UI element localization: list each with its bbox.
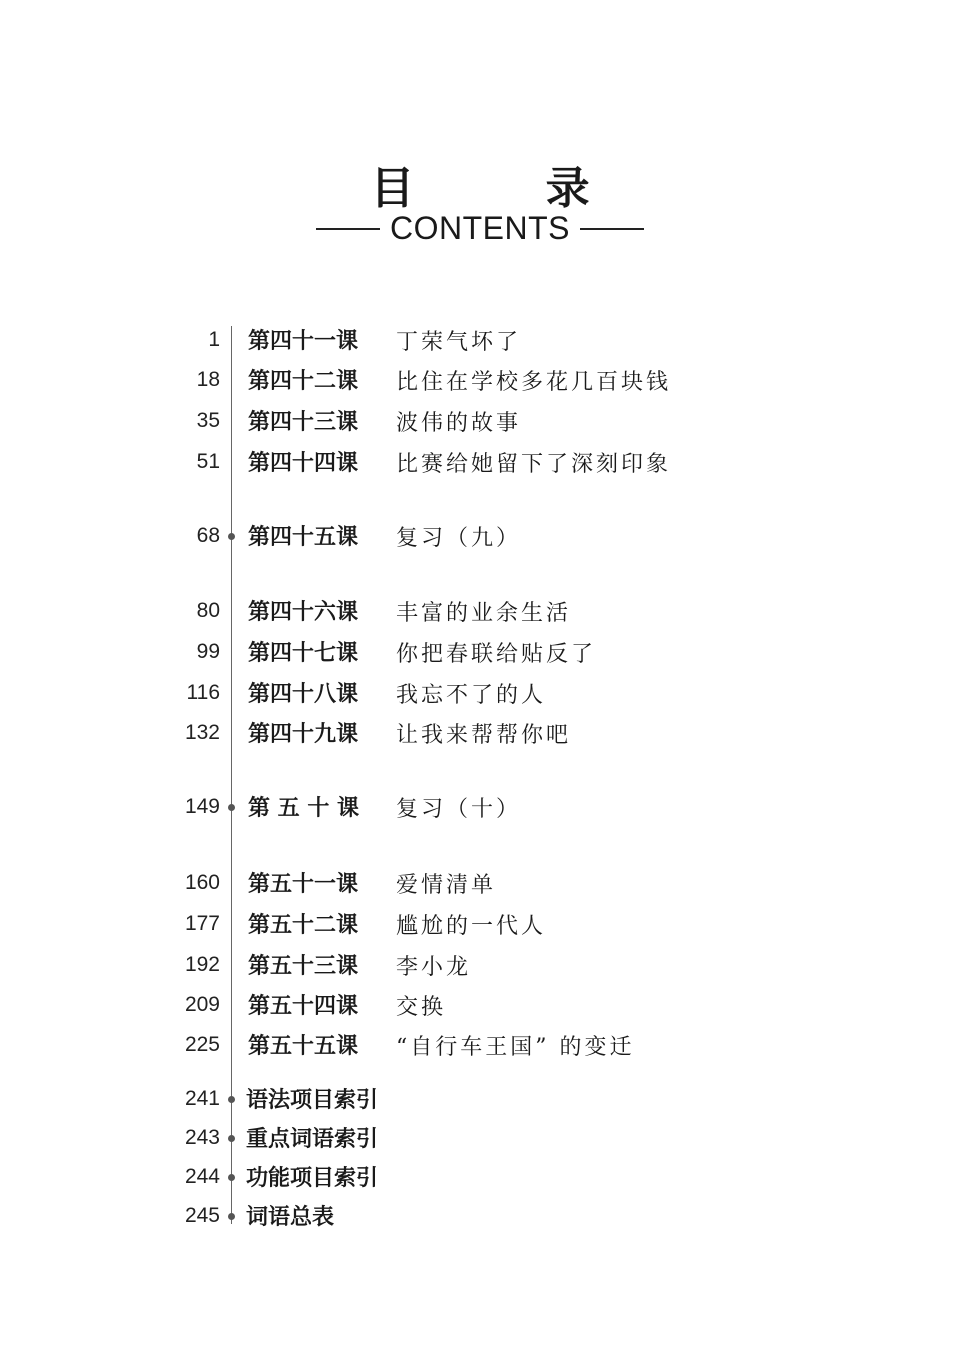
lesson-label: 第四十七课 xyxy=(248,641,359,666)
lesson-label: 第五十一课 xyxy=(248,872,359,897)
lesson-label: 第四十五课 xyxy=(248,525,359,550)
lesson-label: 第五十四课 xyxy=(248,994,359,1019)
timeline-dot xyxy=(228,1096,235,1103)
page-number: 192 xyxy=(184,953,220,976)
page-number: 68 xyxy=(196,524,220,547)
page-number: 132 xyxy=(184,721,220,744)
page-number: 99 xyxy=(196,640,220,663)
toc-entry[interactable] xyxy=(0,322,960,362)
lesson-title: 比住在学校多花几百块钱 xyxy=(396,370,672,395)
subtitle xyxy=(0,210,960,247)
toc-entry[interactable] xyxy=(0,403,960,443)
lesson-label: 第 五 十 课 xyxy=(248,796,359,821)
toc-entry[interactable] xyxy=(0,715,960,755)
page-number: 209 xyxy=(184,993,220,1016)
lesson-title: 让我来帮帮你吧 xyxy=(396,723,572,748)
toc-appendix-entry[interactable] xyxy=(0,1159,960,1199)
toc-appendix-entry[interactable] xyxy=(0,1081,960,1121)
lesson-title: 爱情清单 xyxy=(396,873,497,898)
page-number: 18 xyxy=(196,368,220,391)
lesson-label: 第四十六课 xyxy=(248,600,359,625)
toc-entry[interactable] xyxy=(0,362,960,402)
lesson-title: 复习（十） xyxy=(396,797,522,822)
lesson-title: 丁荣气坏了 xyxy=(396,330,522,355)
page-number: 1 xyxy=(208,328,220,351)
lesson-label: 第四十二课 xyxy=(248,369,359,394)
timeline-dot xyxy=(228,533,235,540)
lesson-title: 复习（九） xyxy=(396,526,522,551)
toc-entry[interactable] xyxy=(0,1027,960,1067)
lesson-label: 第四十三课 xyxy=(248,410,359,435)
timeline-dot xyxy=(228,1135,235,1142)
lesson-title: 李小龙 xyxy=(396,955,472,980)
page-number: 51 xyxy=(196,450,220,473)
appendix-title: 词语总表 xyxy=(246,1205,335,1230)
toc-entry-review[interactable] xyxy=(0,789,960,829)
page-number: 244 xyxy=(184,1165,220,1188)
lesson-label: 第五十五课 xyxy=(248,1034,359,1059)
page-number: 149 xyxy=(184,795,220,818)
lesson-label: 第四十九课 xyxy=(248,722,359,747)
toc-entry[interactable] xyxy=(0,987,960,1027)
lesson-title: 交换 xyxy=(396,995,447,1020)
toc-appendix-entry[interactable] xyxy=(0,1120,960,1160)
toc-appendix-entry[interactable] xyxy=(0,1198,960,1238)
appendix-title: 语法项目索引 xyxy=(246,1088,379,1113)
page-number: 225 xyxy=(184,1033,220,1056)
appendix-title: 重点词语索引 xyxy=(246,1127,379,1152)
subtitle-rule-left xyxy=(316,228,380,230)
page-number: 160 xyxy=(184,871,220,894)
toc-entry[interactable] xyxy=(0,675,960,715)
page-number: 243 xyxy=(184,1126,220,1149)
lesson-label: 第五十二课 xyxy=(248,913,359,938)
lesson-title: 尴尬的一代人 xyxy=(396,914,547,939)
toc-entry[interactable] xyxy=(0,444,960,484)
timeline-dot xyxy=(228,804,235,811)
lesson-title: 波伟的故事 xyxy=(396,411,522,436)
timeline-dot xyxy=(228,1213,235,1220)
toc-entry[interactable] xyxy=(0,634,960,674)
page-number: 245 xyxy=(184,1204,220,1227)
page-number: 177 xyxy=(184,912,220,935)
subtitle-rule-right xyxy=(580,228,644,230)
lesson-title: 你把春联给贴反了 xyxy=(396,642,597,667)
toc-entry[interactable] xyxy=(0,947,960,987)
toc-entry[interactable] xyxy=(0,906,960,946)
toc-entry-review[interactable] xyxy=(0,518,960,558)
page-title: 目 录 xyxy=(370,163,648,214)
lesson-label: 第四十四课 xyxy=(248,451,359,476)
lesson-title: 比赛给她留下了深刻印象 xyxy=(396,452,672,477)
lesson-label: 第四十八课 xyxy=(248,682,359,707)
lesson-label: 第四十一课 xyxy=(248,329,359,354)
lesson-title: 丰富的业余生活 xyxy=(396,601,572,626)
toc-entry[interactable] xyxy=(0,593,960,633)
timeline-dot xyxy=(228,1174,235,1181)
toc-entry[interactable] xyxy=(0,865,960,905)
subtitle-text: CONTENTS xyxy=(390,210,570,246)
lesson-title: 我忘不了的人 xyxy=(396,683,547,708)
page-number: 80 xyxy=(196,599,220,622)
appendix-title: 功能项目索引 xyxy=(246,1166,379,1191)
page-number: 116 xyxy=(186,681,220,704)
page-number: 241 xyxy=(184,1087,220,1110)
lesson-title: “自行车王国” 的变迁 xyxy=(396,1035,635,1060)
lesson-label: 第五十三课 xyxy=(248,954,359,979)
page-number: 35 xyxy=(196,409,220,432)
